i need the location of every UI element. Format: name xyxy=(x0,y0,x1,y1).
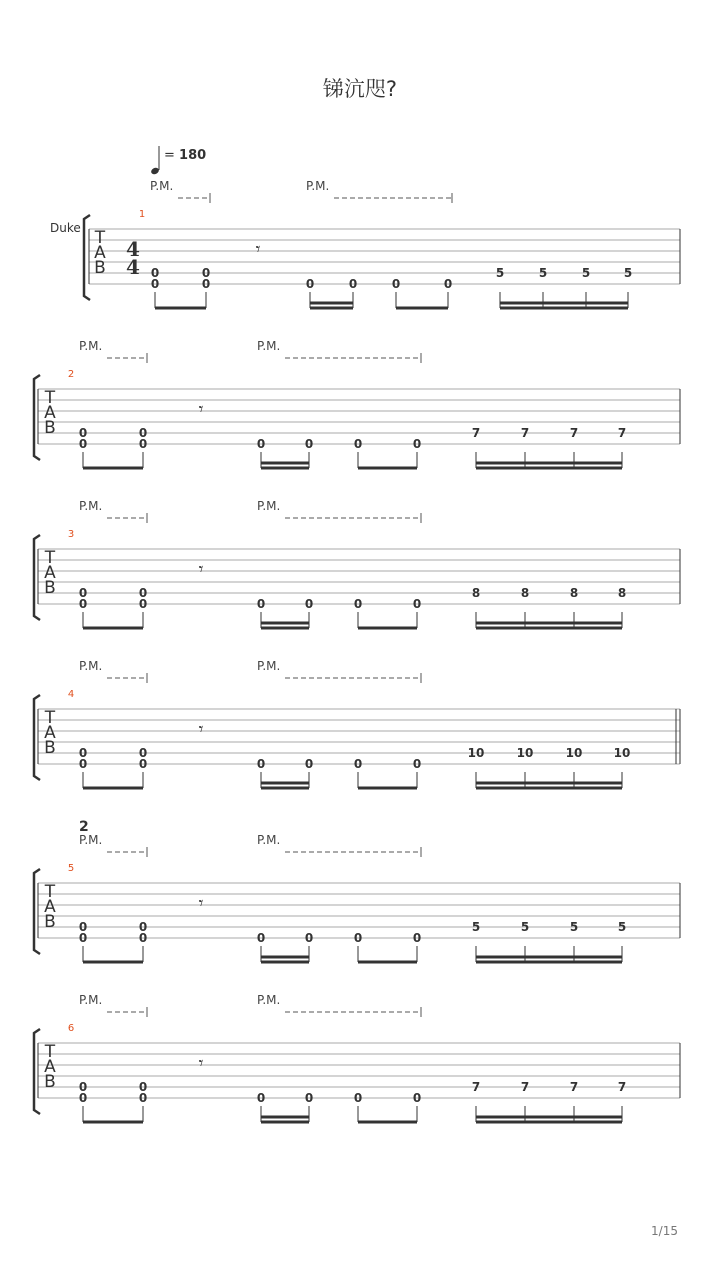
fret-number: 0 xyxy=(78,746,88,760)
fret-number: 0 xyxy=(443,277,453,291)
page-title: 锑沆咫? xyxy=(322,77,398,101)
fret-number: 7 xyxy=(471,426,481,440)
tab-clef-letter: B xyxy=(44,578,56,598)
fret-number: 0 xyxy=(256,1091,266,1105)
fret-number: 0 xyxy=(138,597,148,611)
fret-number: 7 xyxy=(471,1080,481,1094)
tempo-bpm: 180 xyxy=(179,148,207,163)
tempo-equals: = xyxy=(164,148,180,163)
measure-number: 3 xyxy=(67,529,75,540)
fret-number: 8 xyxy=(617,586,627,600)
fret-number: 0 xyxy=(412,597,422,611)
svg-text:= 180 xyxy=(164,148,206,163)
tab-clef-letter: B xyxy=(44,912,56,932)
fret-number: 0 xyxy=(348,277,358,291)
fret-number: 0 xyxy=(78,1080,88,1094)
fret-number: 0 xyxy=(304,597,314,611)
tab-clef-letter: A xyxy=(44,723,56,743)
fret-number: 0 xyxy=(78,931,88,945)
fret-number: 0 xyxy=(304,931,314,945)
fret-number: 0 xyxy=(78,1091,88,1105)
fret-number: 0 xyxy=(78,597,88,611)
fret-number: 5 xyxy=(471,920,481,934)
fret-number: 0 xyxy=(353,597,363,611)
fret-number: 0 xyxy=(353,757,363,771)
eighth-rest: 𝄾 xyxy=(198,719,204,740)
palm-mute-label: P.M. xyxy=(79,499,103,513)
fret-number: 0 xyxy=(201,277,211,291)
page-number: 1/15 xyxy=(651,1224,678,1238)
fret-number: 0 xyxy=(201,266,211,280)
tab-clef-letter: A xyxy=(44,1057,56,1077)
fret-number: 5 xyxy=(581,266,591,280)
fret-number: 7 xyxy=(569,1080,579,1094)
quarter-note-icon xyxy=(150,167,160,176)
tab-clef-letter: B xyxy=(44,418,56,438)
fret-number: 10 xyxy=(565,746,583,760)
fret-number: 0 xyxy=(78,426,88,440)
fret-number: 7 xyxy=(520,426,530,440)
palm-mute-label: P.M. xyxy=(79,833,103,847)
fret-number: 5 xyxy=(538,266,548,280)
tab-clef-letter: T xyxy=(44,708,56,728)
eighth-rest: 𝄾 xyxy=(198,559,204,580)
fret-number: 0 xyxy=(78,586,88,600)
tab-clef-letter: A xyxy=(44,897,56,917)
fret-number: 0 xyxy=(138,1091,148,1105)
measure-number: 6 xyxy=(67,1023,75,1034)
tab-clef-letter: B xyxy=(44,1072,56,1092)
fret-number: 10 xyxy=(613,746,631,760)
eighth-rest: 𝄾 xyxy=(198,893,204,914)
fret-number: 0 xyxy=(353,931,363,945)
fret-number: 0 xyxy=(256,437,266,451)
fret-number: 7 xyxy=(569,426,579,440)
fret-number: 0 xyxy=(78,920,88,934)
tab-clef-letter: T xyxy=(94,228,106,248)
fret-number: 0 xyxy=(138,426,148,440)
fret-number: 0 xyxy=(78,757,88,771)
tab-clef-letter: A xyxy=(44,563,56,583)
fret-number: 0 xyxy=(304,437,314,451)
fret-number: 0 xyxy=(305,277,315,291)
fret-number: 0 xyxy=(304,1091,314,1105)
palm-mute-label: P.M. xyxy=(150,179,174,193)
instrument-label: Duke xyxy=(50,221,81,235)
palm-mute-label: P.M. xyxy=(257,993,281,1007)
fret-number: 0 xyxy=(412,931,422,945)
palm-mute-label: P.M. xyxy=(79,993,103,1007)
fret-number: 0 xyxy=(138,746,148,760)
fret-number: 5 xyxy=(520,920,530,934)
eighth-rest: 𝄾 xyxy=(198,399,204,420)
tab-system xyxy=(34,659,680,788)
fret-number: 0 xyxy=(150,277,160,291)
measure-number: 1 xyxy=(138,209,146,220)
tab-system xyxy=(84,179,680,308)
tab-clef-letter: B xyxy=(44,738,56,758)
fret-number: 8 xyxy=(520,586,530,600)
fret-number: 0 xyxy=(353,437,363,451)
palm-mute-label: P.M. xyxy=(257,659,281,673)
fret-number: 0 xyxy=(138,437,148,451)
fret-number: 0 xyxy=(256,757,266,771)
fret-number: 0 xyxy=(138,757,148,771)
fret-number: 0 xyxy=(138,1080,148,1094)
fret-number: 0 xyxy=(256,597,266,611)
rehearsal-mark: 2 xyxy=(79,819,89,835)
tab-clef-letter: T xyxy=(44,1042,56,1062)
fret-number: 7 xyxy=(617,1080,627,1094)
fret-number: 0 xyxy=(138,920,148,934)
fret-number: 0 xyxy=(256,931,266,945)
fret-number: 0 xyxy=(304,757,314,771)
fret-number: 0 xyxy=(412,757,422,771)
fret-number: 0 xyxy=(353,1091,363,1105)
palm-mute-label: P.M. xyxy=(306,179,330,193)
fret-number: 0 xyxy=(138,586,148,600)
tempo-marking xyxy=(150,146,206,175)
system-bracket xyxy=(34,695,40,780)
palm-mute-label: P.M. xyxy=(79,659,103,673)
palm-mute-label: P.M. xyxy=(257,833,281,847)
eighth-rest: 𝄾 xyxy=(198,1053,204,1074)
fret-number: 10 xyxy=(467,746,485,760)
tab-clef-letter: B xyxy=(94,258,106,278)
fret-number: 10 xyxy=(516,746,534,760)
system-bracket xyxy=(34,869,40,954)
fret-number: 5 xyxy=(569,920,579,934)
system-bracket xyxy=(34,375,40,460)
tab-system xyxy=(34,339,680,468)
tab-clef-letter: T xyxy=(44,548,56,568)
measure-number: 4 xyxy=(67,689,75,700)
fret-number: 7 xyxy=(520,1080,530,1094)
palm-mute-label: P.M. xyxy=(257,339,281,353)
fret-number: 8 xyxy=(569,586,579,600)
tab-system xyxy=(34,833,680,962)
tab-system xyxy=(34,993,680,1122)
fret-number: 0 xyxy=(138,931,148,945)
tab-system xyxy=(34,499,680,628)
measure-number: 5 xyxy=(67,863,75,874)
fret-number: 5 xyxy=(617,920,627,934)
tab-clef-letter: A xyxy=(94,243,106,263)
eighth-rest: 𝄾 xyxy=(255,239,261,260)
system-bracket xyxy=(34,535,40,620)
fret-number: 0 xyxy=(78,437,88,451)
fret-number: 0 xyxy=(412,437,422,451)
fret-number: 0 xyxy=(412,1091,422,1105)
tab-clef-letter: T xyxy=(44,388,56,408)
fret-number: 5 xyxy=(495,266,505,280)
palm-mute-label: P.M. xyxy=(257,499,281,513)
fret-number: 0 xyxy=(150,266,160,280)
palm-mute-label: P.M. xyxy=(79,339,103,353)
tab-clef-letter: A xyxy=(44,403,56,423)
time-signature-bottom: 4 xyxy=(126,255,140,279)
time-signature-top: 4 xyxy=(126,237,140,261)
measure-number: 2 xyxy=(67,369,75,380)
fret-number: 8 xyxy=(471,586,481,600)
fret-number: 7 xyxy=(617,426,627,440)
tab-clef-letter: T xyxy=(44,882,56,902)
fret-number: 5 xyxy=(623,266,633,280)
fret-number: 0 xyxy=(391,277,401,291)
system-bracket xyxy=(34,1029,40,1114)
